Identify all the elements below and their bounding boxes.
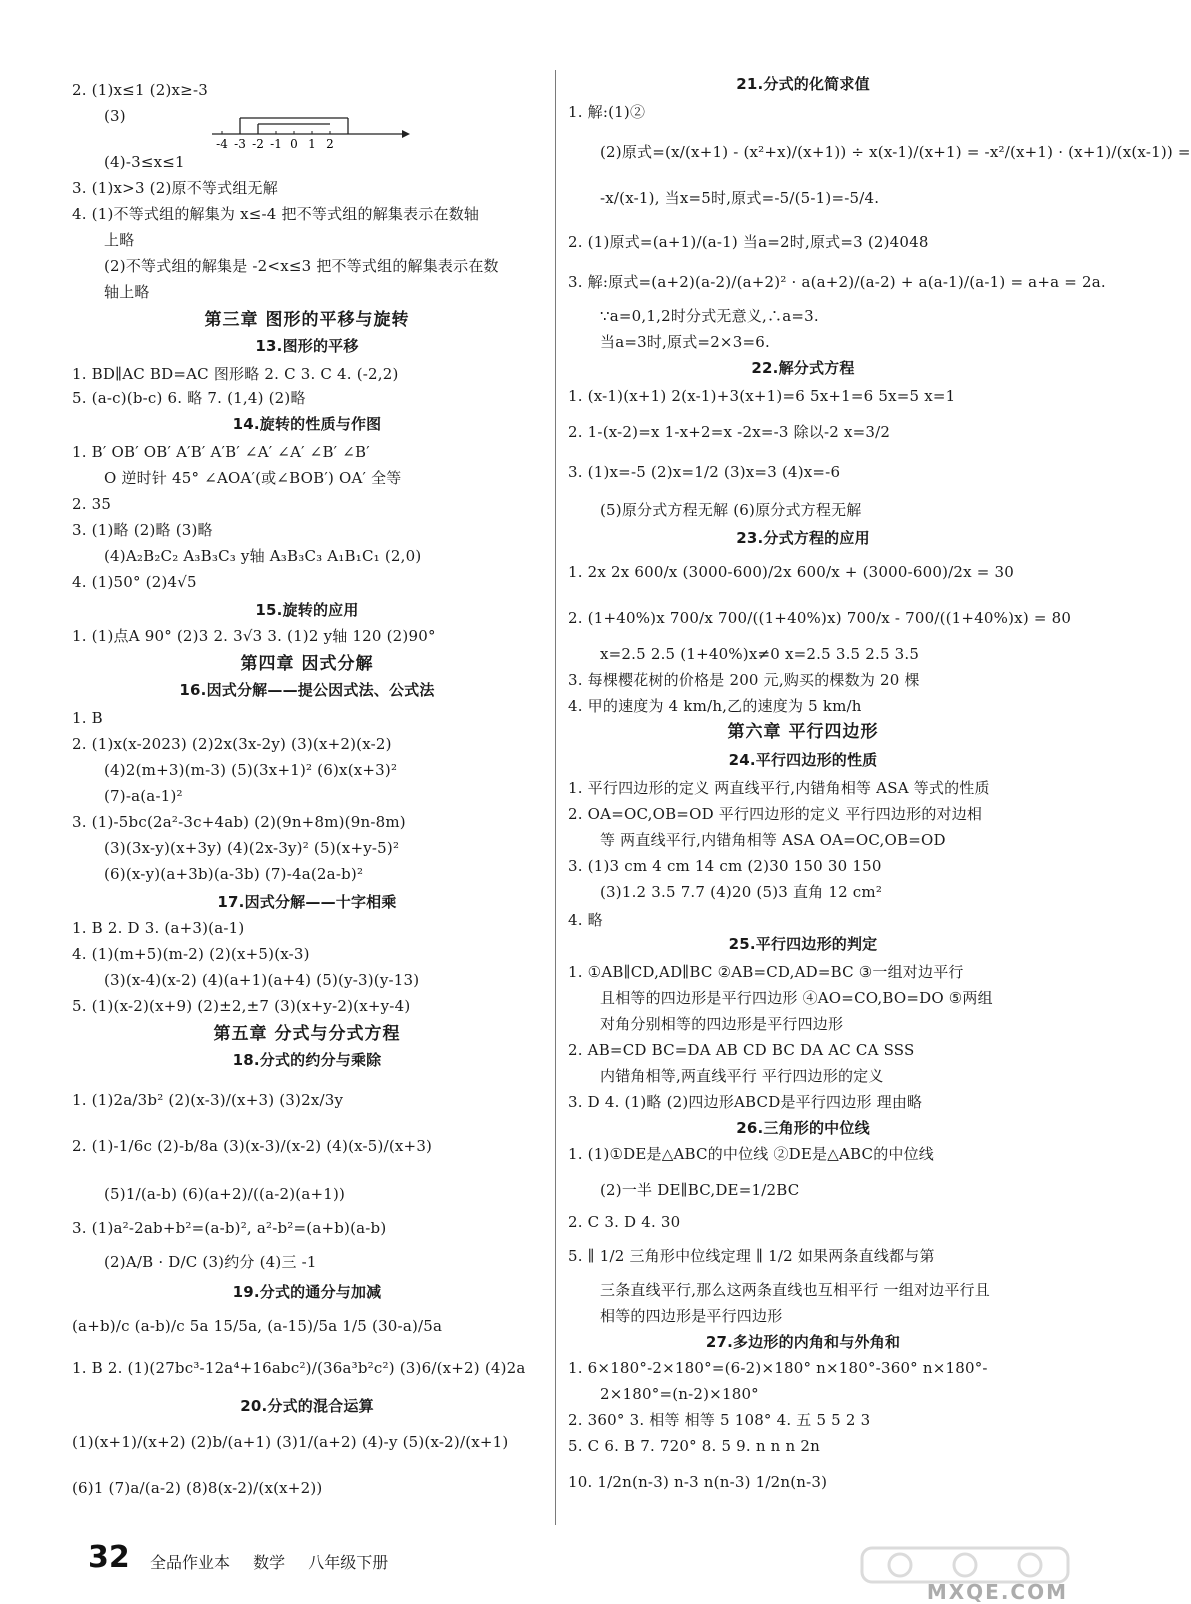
section-heading: 14.旋转的性质与作图 <box>232 415 382 433</box>
answer-line: 3. (1)x>3 (2)原不等式组无解 <box>72 179 278 197</box>
answer-line: 3. D 4. (1)略 (2)四边形ABCD是平行四边形 理由略 <box>568 1093 923 1111</box>
footer-book-title: 全品作业本 <box>150 1553 231 1572</box>
answer-line: 4. 略 <box>568 911 603 929</box>
answer-line: 相等的四边形是平行四边形 <box>600 1307 783 1325</box>
answer-line: 1. 6×180°-2×180°=(6-2)×180° n×180°-360° n×180°- <box>568 1359 988 1377</box>
answer-line: 对角分别相等的四边形是平行四边形 <box>600 1015 844 1033</box>
answer-line: x=2.5 2.5 (1+40%)x≠0 x=2.5 3.5 2.5 3.5 <box>600 645 920 663</box>
answer-line: (2)不等式组的解集是 -2<x≤3 把不等式组的解集表示在数 <box>104 257 499 275</box>
section-heading: 18.分式的约分与乘除 <box>232 1051 382 1069</box>
watermark-text: MXQE.COM <box>926 1580 1068 1604</box>
number-line-label: -1 <box>270 137 282 151</box>
section-heading: 23.分式方程的应用 <box>736 529 870 547</box>
answer-line: 2. (1)x≤1 (2)x≥-3 <box>72 81 208 99</box>
answer-line: (2)原式=(x/(x+1) - (x²+x)/(x+1)) ÷ x(x-1)/(x+1) = -x²/(x+1) · (x+1)/(x(x-1)) = <box>600 143 1191 161</box>
number-line-label: -3 <box>234 137 246 151</box>
answer-line: (3)(x-4)(x-2) (4)(a+1)(a+4) (5)(y-3)(y-13) <box>104 971 420 989</box>
answer-line: (1)(x+1)/(x+2) (2)b/(a+1) (3)1/(a+2) (4)-y (5)(x-2)/(x+1) <box>72 1433 509 1451</box>
section-heading: 13.图形的平移 <box>255 337 359 355</box>
answer-line: 3. (1)3 cm 4 cm 14 cm (2)30 150 30 150 <box>568 857 882 875</box>
answer-line: 1. 2x 2x 600/x (3000-600)/2x 600/x + (3000-600)/2x = 30 <box>568 563 1015 581</box>
answer-line: 1. B 2. D 3. (a+3)(a-1) <box>72 919 245 937</box>
answer-line: -x/(x-1), 当x=5时,原式=-5/(5-1)=-5/4. <box>600 189 880 207</box>
section-heading: 27.多边形的内角和与外角和 <box>705 1333 901 1351</box>
page-number: 32 <box>88 1540 130 1575</box>
answer-line: 1. (1)2a/3b² (2)(x-3)/(x+3) (3)2x/3y <box>72 1091 344 1109</box>
section-heading: 16.因式分解——提公因式法、公式法 <box>179 681 435 699</box>
answer-line: 1. B 2. (1)(27bc³-12a⁴+16abc²)/(36a³b²c²) (3)6/(x+2) (4)2a <box>72 1359 526 1377</box>
answer-line: (6)1 (7)a/(a-2) (8)8(x-2)/(x(x+2)) <box>72 1479 323 1497</box>
answer-line: 三条直线平行,那么这两条直线也互相平行 一组对边平行且 <box>600 1281 990 1299</box>
footer-subject: 数学 <box>253 1553 286 1572</box>
answer-line: O 逆时针 45° ∠AOA′(或∠BOB′) OA′ 全等 <box>104 469 402 487</box>
answer-line: 1. 平行四边形的定义 两直线平行,内错角相等 ASA 等式的性质 <box>568 779 990 797</box>
answer-line: 4. (1)不等式组的解集为 x≤-4 把不等式组的解集表示在数轴 <box>72 205 480 223</box>
answer-line: 上略 <box>104 231 135 249</box>
answer-line: 3. 解:原式=(a+2)(a-2)/(a+2)² · a(a+2)/(a-2) + a(a-1)/(a-1) = a+a = 2a. <box>568 273 1106 291</box>
page-footer <box>0 1540 1098 1604</box>
answer-line: (3)(3x-y)(x+3y) (4)(2x-3y)² (5)(x+y-5)² <box>104 839 400 857</box>
number-line-label: 2 <box>326 137 334 151</box>
answer-line: (5)1/(a-b) (6)(a+2)/((a-2)(a+1)) <box>104 1185 346 1203</box>
answer-line: 2. (1)x(x-2023) (2)2x(3x-2y) (3)(x+2)(x-2) <box>72 735 392 753</box>
answer-line: (2)A/B · D/C (3)约分 (4)三 -1 <box>104 1253 317 1271</box>
answer-line: 且相等的四边形是平行四边形 ④AO=CO,BO=DO ⑤两组 <box>600 989 993 1007</box>
chapter-heading: 第五章 分式与分式方程 <box>213 1024 401 1044</box>
answer-line: (7)-a(a-1)² <box>104 787 183 805</box>
answer-line: ∵a=0,1,2时分式无意义,∴a=3. <box>600 307 819 325</box>
answer-line: (a+b)/c (a-b)/c 5a 15/5a, (a-15)/5a 1/5 (30-a)/5a <box>72 1317 443 1335</box>
number-line-figure <box>140 112 440 152</box>
answer-line: 10. 1/2n(n-3) n-3 n(n-3) 1/2n(n-3) <box>568 1473 828 1491</box>
answer-line: 4. 甲的速度为 4 km/h,乙的速度为 5 km/h <box>568 697 862 715</box>
number-line-label: 0 <box>290 137 298 151</box>
answer-line: 5. C 6. B 7. 720° 8. 5 9. n n n 2n <box>568 1437 820 1455</box>
answer-line: (6)(x-y)(a+3b)(a-3b) (7)-4a(2a-b)² <box>104 865 364 883</box>
answer-line: (3)1.2 3.5 7.7 (4)20 (5)3 直角 12 cm² <box>600 883 883 901</box>
answer-line: 2×180°=(n-2)×180° <box>600 1385 759 1403</box>
section-heading: 15.旋转的应用 <box>255 601 359 619</box>
answer-line: 3. (1)略 (2)略 (3)略 <box>72 521 213 539</box>
section-heading: 20.分式的混合运算 <box>240 1397 374 1415</box>
answer-line: (4)A₂B₂C₂ A₃B₃C₃ y轴 A₃B₃C₃ A₁B₁C₁ (2,0) <box>104 547 422 565</box>
chapter-heading: 第三章 图形的平移与旋转 <box>204 310 410 330</box>
answer-line: (4)-3≤x≤1 <box>104 153 185 171</box>
answer-line: 1. (1)点A 90° (2)3 2. 3√3 3. (1)2 y轴 120 (2)90° <box>72 627 436 645</box>
answer-line: 2. (1)-1/6c (2)-b/8a (3)(x-3)/(x-2) (4)(x-5)/(x+3) <box>72 1137 433 1155</box>
answer-line: (3) <box>104 107 126 125</box>
number-line-label: 1 <box>308 137 316 151</box>
section-heading: 22.解分式方程 <box>751 359 855 377</box>
section-heading: 21.分式的化简求值 <box>736 75 870 93</box>
answer-line: 1. (1)①DE是△ABC的中位线 ②DE是△ABC的中位线 <box>568 1145 934 1163</box>
answer-line: 3. (1)-5bc(2a²-3c+4ab) (2)(9n+8m)(9n-8m) <box>72 813 406 831</box>
number-line-label: -2 <box>252 137 264 151</box>
footer-grade: 八年级下册 <box>308 1553 389 1572</box>
section-heading: 26.三角形的中位线 <box>736 1119 870 1137</box>
answer-line: 1. 解:(1)② <box>568 103 646 121</box>
answer-line: 2. C 3. D 4. 30 <box>568 1213 681 1231</box>
answer-line: (2)一半 DE∥BC,DE=1/2BC <box>600 1181 800 1199</box>
chapter-heading: 第六章 平行四边形 <box>727 722 879 742</box>
answer-line: 2. AB=CD BC=DA AB CD BC DA AC CA SSS <box>568 1041 915 1059</box>
answer-line: 等 两直线平行,内错角相等 ASA OA=OC,OB=OD <box>600 831 946 849</box>
footer-book-info <box>150 1550 406 1573</box>
answer-line: 5. ∥ 1/2 三角形中位线定理 ∥ 1/2 如果两条直线都与第 <box>568 1247 935 1265</box>
number-line-label: -4 <box>216 137 228 151</box>
section-heading: 17.因式分解——十字相乘 <box>217 893 397 911</box>
answer-line: 2. (1+40%)x 700/x 700/((1+40%)x) 700/x - 700/((1+40%)x) = 80 <box>568 609 1072 627</box>
answer-line: (4)2(m+3)(m-3) (5)(3x+1)² (6)x(x+3)² <box>104 761 398 779</box>
answer-line: 5. (a-c)(b-c) 6. 略 7. (1,4) (2)略 <box>72 389 306 407</box>
answer-line: 1. (x-1)(x+1) 2(x-1)+3(x+1)=6 5x+1=6 5x=5 x=1 <box>568 387 956 405</box>
answer-line: 轴上略 <box>104 283 150 301</box>
answer-line: 2. 1-(x-2)=x 1-x+2=x -2x=-3 除以-2 x=3/2 <box>568 423 891 441</box>
answer-line: 3. (1)a²-2ab+b²=(a-b)², a²-b²=(a+b)(a-b) <box>72 1219 387 1237</box>
answer-line: 1. B′ OB′ OB′ A′B′ A′B′ ∠A′ ∠A′ ∠B′ ∠B′ <box>72 443 370 461</box>
answer-line: 1. ①AB∥CD,AD∥BC ②AB=CD,AD=BC ③一组对边平行 <box>568 963 964 981</box>
answer-line: 当a=3时,原式=2×3=6. <box>600 333 770 351</box>
answer-line: (5)原分式方程无解 (6)原分式方程无解 <box>600 501 862 519</box>
answer-line: 内错角相等,两直线平行 平行四边形的定义 <box>600 1067 884 1085</box>
chapter-heading: 第四章 因式分解 <box>240 654 374 674</box>
answer-line: 4. (1)50° (2)4√5 <box>72 573 197 591</box>
answer-line: 2. OA=OC,OB=OD 平行四边形的定义 平行四边形的对边相 <box>568 805 983 823</box>
section-heading: 19.分式的通分与加减 <box>232 1283 382 1301</box>
answer-line: 5. (1)(x-2)(x+9) (2)±2,±7 (3)(x+y-2)(x+y-4) <box>72 997 411 1015</box>
answer-line: 1. BD∥AC BD=AC 图形略 2. C 3. C 4. (-2,2) <box>72 365 399 383</box>
answer-line: 2. 35 <box>72 495 112 513</box>
answer-line: 3. (1)x=-5 (2)x=1/2 (3)x=3 (4)x=-6 <box>568 463 841 481</box>
answer-line: 2. 360° 3. 相等 相等 5 108° 4. 五 5 5 2 3 <box>568 1411 871 1429</box>
section-heading: 25.平行四边形的判定 <box>728 935 878 953</box>
answer-line: 4. (1)(m+5)(m-2) (2)(x+5)(x-3) <box>72 945 310 963</box>
answer-line: 3. 每棵樱花树的价格是 200 元,购买的棵数为 20 棵 <box>568 671 920 689</box>
column-divider <box>555 70 556 1525</box>
section-heading: 24.平行四边形的性质 <box>728 751 878 769</box>
answer-line: 1. B <box>72 709 103 727</box>
answer-line: 2. (1)原式=(a+1)/(a-1) 当a=2时,原式=3 (2)4048 <box>568 233 929 251</box>
